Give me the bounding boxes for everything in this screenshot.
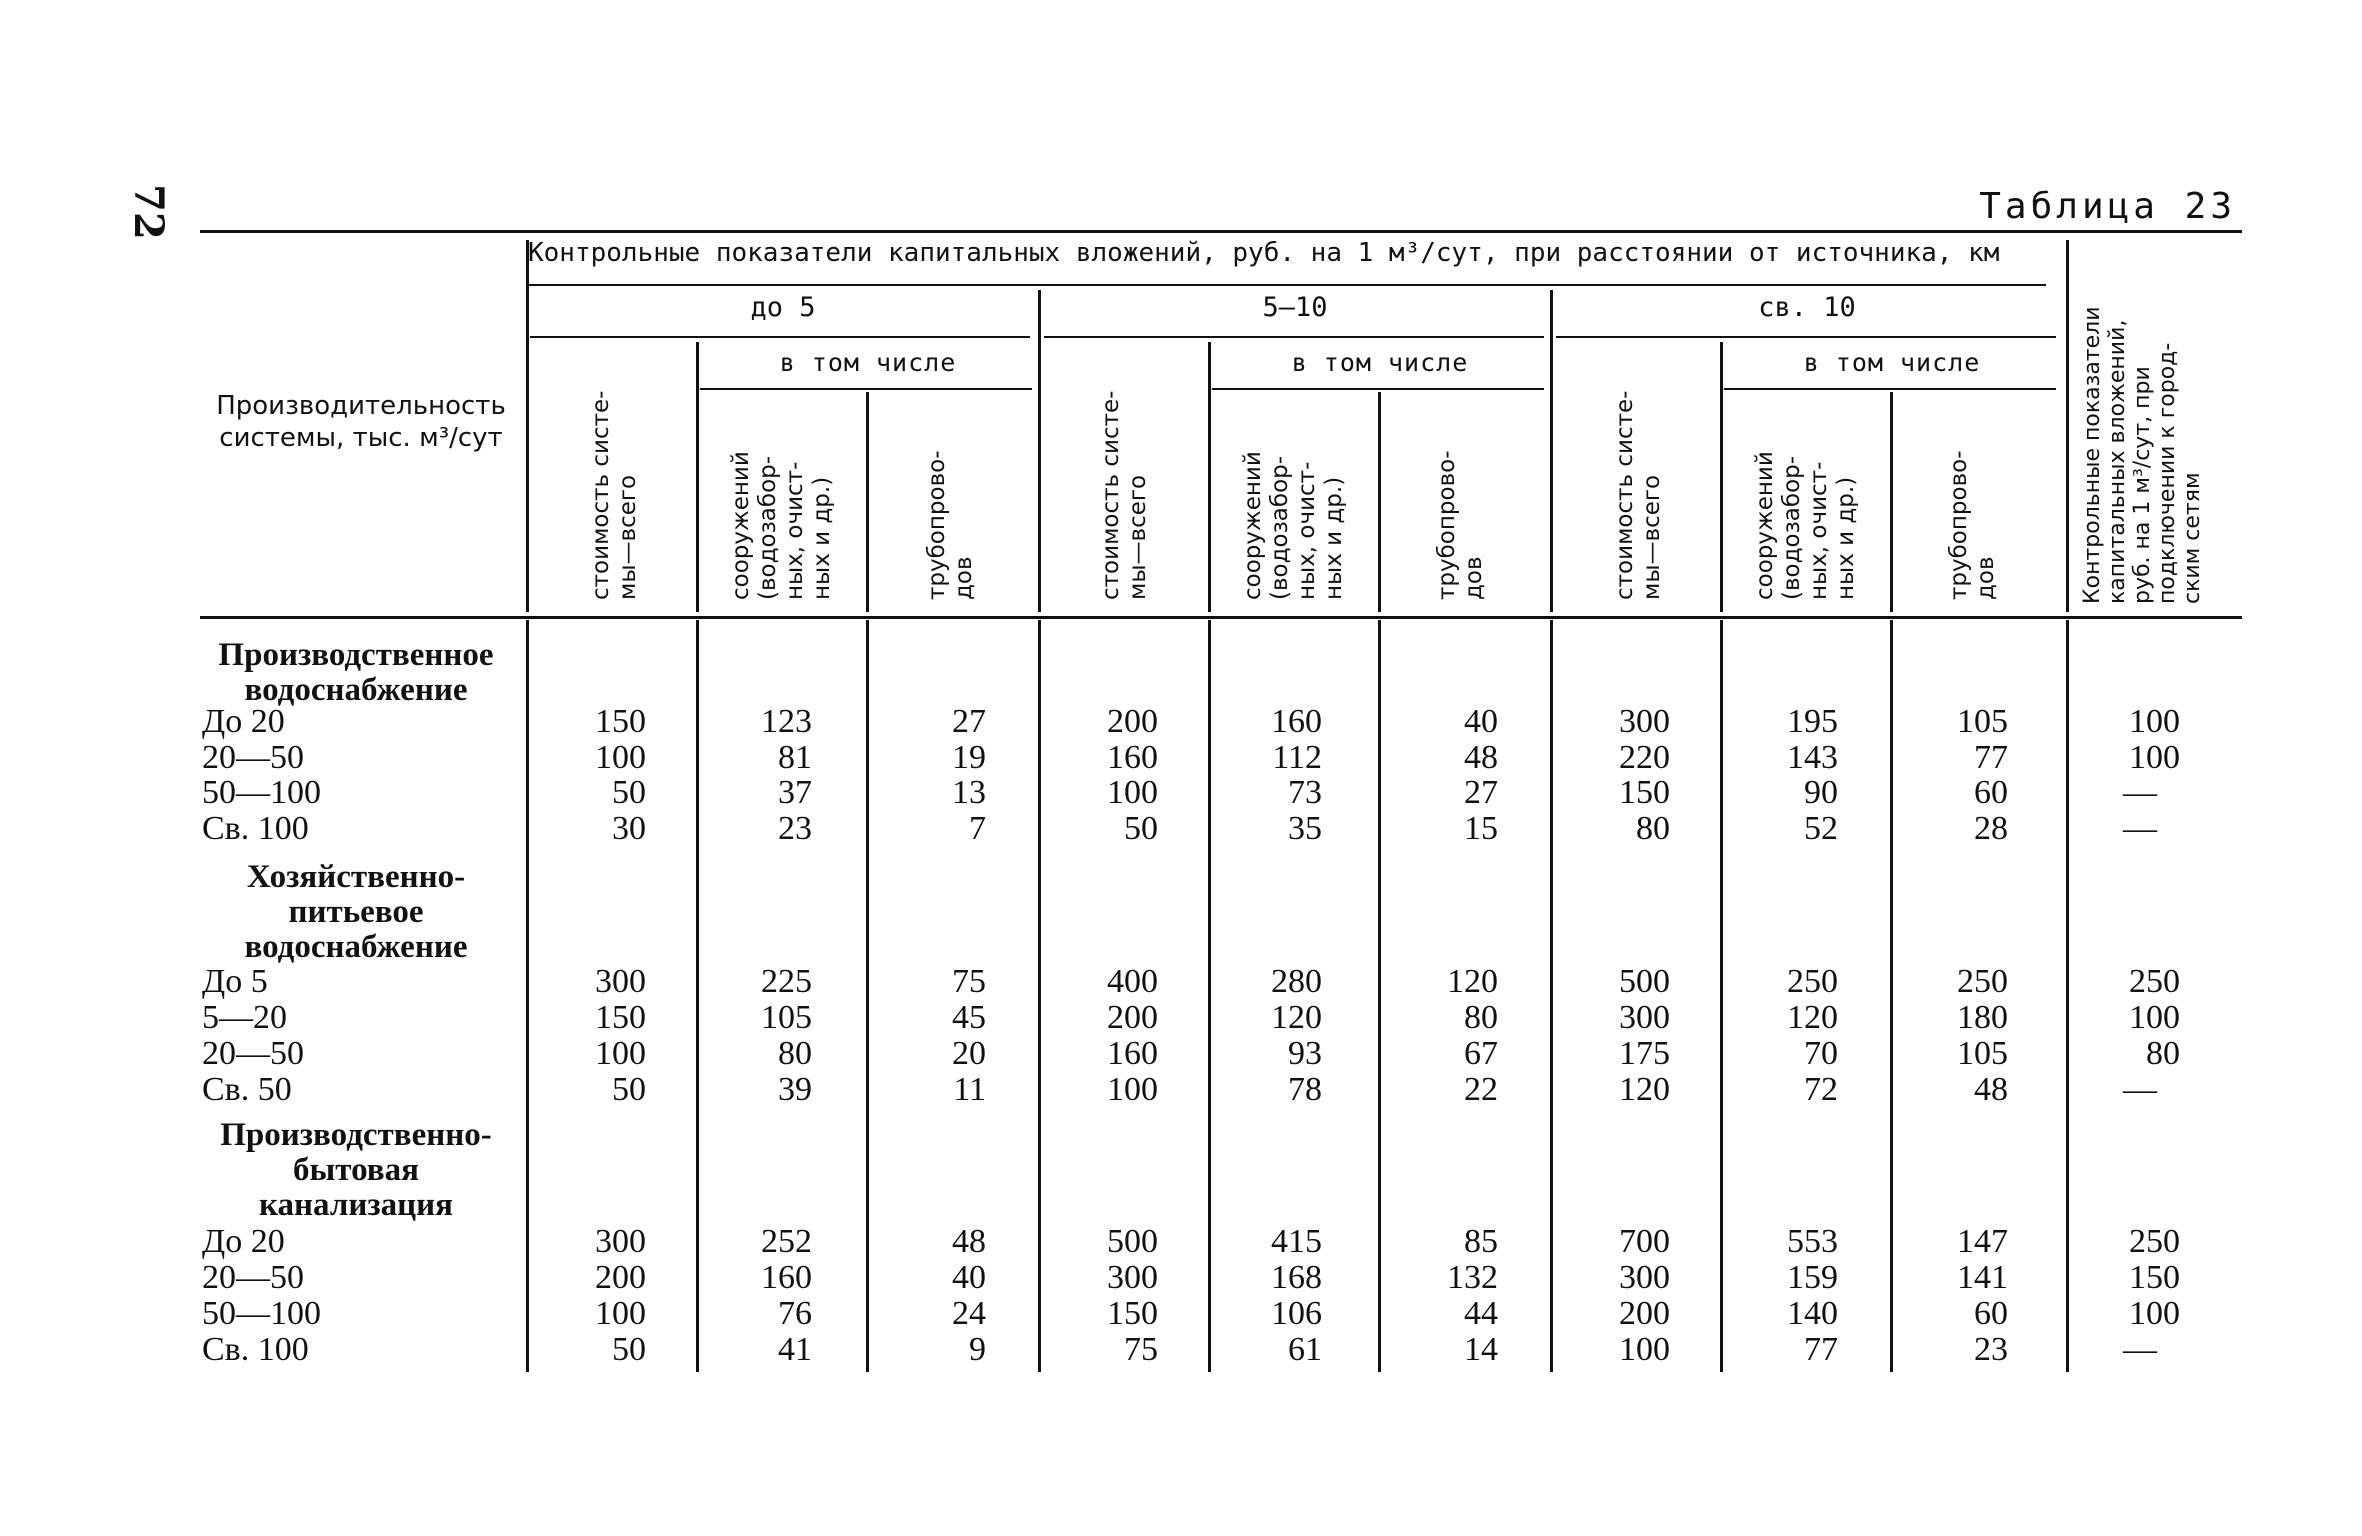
table-cell: 78	[1288, 1071, 1322, 1108]
table-cell: 28	[1974, 810, 2008, 847]
table-cell: 27	[952, 703, 986, 740]
table-cell: 80	[2146, 1035, 2180, 1072]
row-header-title: Производительность системы, тыс. м³/сут	[216, 391, 506, 453]
table-cell: 150	[595, 999, 646, 1036]
group-rule-0	[530, 336, 1030, 338]
row-label: Св. 50	[202, 1071, 292, 1108]
table-cell: 9	[969, 1331, 986, 1368]
col-header-structures-0: сооружений (водозабор- ных, очист- ных и др.)	[728, 451, 835, 600]
table-cell: 23	[778, 810, 812, 847]
row-label: Св. 100	[202, 1331, 309, 1368]
table-cell: 147	[1957, 1223, 2008, 1260]
row-label: 20—50	[202, 1035, 304, 1072]
col-header-total-1: стоимость систе- мы—всего	[1098, 390, 1151, 600]
table-cell: 76	[778, 1295, 812, 1332]
table-cell: 50	[612, 1071, 646, 1108]
table-cell: 250	[2129, 1223, 2180, 1260]
table-cell: 150	[1619, 774, 1670, 811]
table-cell: 72	[1804, 1071, 1838, 1108]
table-cell: 100	[2129, 1295, 2180, 1332]
table-cell: 41	[778, 1331, 812, 1368]
table-cell: 60	[1974, 774, 2008, 811]
table-caption: Таблица 23	[1979, 186, 2236, 227]
including-rule-0	[700, 388, 1032, 390]
col-header-pipelines-1: трубопрово- дов	[1434, 450, 1487, 600]
table-cell: —	[2123, 1071, 2157, 1108]
table-cell: 160	[1107, 739, 1158, 776]
including-label-2: в том числе	[1803, 348, 1981, 377]
table-cell: 50	[612, 774, 646, 811]
group-divider-2	[1550, 290, 1553, 612]
table-cell: 40	[1464, 703, 1498, 740]
row-label: 20—50	[202, 1259, 304, 1296]
table-cell: 500	[1619, 963, 1670, 1000]
table-cell: 120	[1787, 999, 1838, 1036]
group-label-0: до 5	[750, 292, 816, 323]
section-title-1: Хозяйственно- питьевое водоснабжение	[244, 859, 468, 965]
table-cell: 77	[1804, 1331, 1838, 1368]
table-cell: 250	[1787, 963, 1838, 1000]
table-cell: 280	[1271, 963, 1322, 1000]
top-rule	[200, 230, 2242, 233]
table-cell: —	[2123, 774, 2157, 811]
table-cell: 48	[1974, 1071, 2008, 1108]
table-cell: 700	[1619, 1223, 1670, 1260]
inner-divider-2a	[1720, 342, 1723, 612]
table-cell: —	[2123, 1331, 2157, 1368]
including-label-1: в том числе	[1291, 348, 1469, 377]
table-cell: 61	[1288, 1331, 1322, 1368]
row-label: До 20	[202, 1223, 285, 1260]
table-cell: 160	[761, 1259, 812, 1296]
table-cell: 40	[952, 1259, 986, 1296]
table-cell: 160	[1107, 1035, 1158, 1072]
table-cell: 100	[595, 1295, 646, 1332]
table-cell: 30	[612, 810, 646, 847]
row-label: До 20	[202, 703, 285, 740]
table-cell: 300	[1619, 999, 1670, 1036]
group-rule-2	[1556, 336, 2056, 338]
table-cell: 175	[1619, 1035, 1670, 1072]
table-cell: 200	[1107, 999, 1158, 1036]
inner-divider-1b	[1378, 392, 1381, 612]
table-cell: 80	[1636, 810, 1670, 847]
table-cell: 250	[1957, 963, 2008, 1000]
col-header-pipelines-2: трубопрово- дов	[1946, 450, 1999, 600]
table-cell: 160	[1271, 703, 1322, 740]
table-cell: 300	[1619, 703, 1670, 740]
table-cell: 20	[952, 1035, 986, 1072]
table-cell: 120	[1619, 1071, 1670, 1108]
inner-divider-0a	[696, 342, 699, 612]
inner-divider-2b	[1890, 392, 1893, 612]
table-cell: —	[2123, 810, 2157, 847]
header-divider-city	[2066, 240, 2069, 612]
col-header-total-0: стоимость систе- мы—всего	[588, 390, 641, 600]
table-cell: 73	[1288, 774, 1322, 811]
table-cell: 7	[969, 810, 986, 847]
table-cell: 37	[778, 774, 812, 811]
table-cell: 220	[1619, 739, 1670, 776]
table-cell: 70	[1804, 1035, 1838, 1072]
table-cell: 19	[952, 739, 986, 776]
table-cell: 123	[761, 703, 812, 740]
table-cell: 81	[778, 739, 812, 776]
row-label: 20—50	[202, 739, 304, 776]
header-bottom-rule	[200, 616, 2242, 619]
table-cell: 150	[1107, 1295, 1158, 1332]
table-cell: 85	[1464, 1223, 1498, 1260]
table-cell: 100	[1107, 1071, 1158, 1108]
table-cell: 75	[952, 963, 986, 1000]
table-cell: 39	[778, 1071, 812, 1108]
table-cell: 300	[1619, 1259, 1670, 1296]
table-cell: 100	[1619, 1331, 1670, 1368]
table-cell: 100	[595, 739, 646, 776]
row-label: До 5	[202, 963, 268, 1000]
group-divider-1	[1038, 290, 1041, 612]
table-cell: 35	[1288, 810, 1322, 847]
table-cell: 50	[1124, 810, 1158, 847]
table-cell: 44	[1464, 1295, 1498, 1332]
table-cell: 100	[2129, 999, 2180, 1036]
table-cell: 80	[778, 1035, 812, 1072]
table-cell: 195	[1787, 703, 1838, 740]
section-title-0: Производственное водоснабжение	[218, 637, 494, 708]
table-cell: 22	[1464, 1071, 1498, 1108]
table-cell: 300	[1107, 1259, 1158, 1296]
table-cell: 60	[1974, 1295, 2008, 1332]
col-header-pipelines-0: трубопрово- дов	[924, 450, 977, 600]
table-cell: 143	[1787, 739, 1838, 776]
table-cell: 11	[953, 1071, 986, 1108]
including-rule-1	[1212, 388, 1544, 390]
col-header-city: Контрольные показатели капитальных вложений, руб. на 1 м³/сут, при подключении к город- ским сетям	[2080, 306, 2205, 604]
header-top-text: Контрольные показатели капитальных вложений, руб. на 1 м³/сут, при расстоянии от источника, км	[528, 238, 2000, 268]
table-cell: 112	[1272, 739, 1322, 776]
including-label-0: в том числе	[779, 348, 957, 377]
row-label: Св. 100	[202, 810, 309, 847]
table-cell: 100	[2129, 739, 2180, 776]
table-cell: 132	[1447, 1259, 1498, 1296]
inner-divider-1a	[1208, 342, 1211, 612]
table-cell: 100	[595, 1035, 646, 1072]
table-cell: 180	[1957, 999, 2008, 1036]
table-cell: 100	[1107, 774, 1158, 811]
table-cell: 24	[952, 1295, 986, 1332]
table-cell: 45	[952, 999, 986, 1036]
table-cell: 150	[2129, 1259, 2180, 1296]
group-rule-1	[1044, 336, 1544, 338]
table-cell: 48	[1464, 739, 1498, 776]
table-cell: 120	[1271, 999, 1322, 1036]
table-cell: 80	[1464, 999, 1498, 1036]
table-cell: 14	[1464, 1331, 1498, 1368]
table-cell: 141	[1957, 1259, 2008, 1296]
table-cell: 300	[595, 963, 646, 1000]
table-cell: 105	[1957, 703, 2008, 740]
table-cell: 23	[1974, 1331, 2008, 1368]
row-label: 50—100	[202, 774, 321, 811]
row-label: 5—20	[202, 999, 287, 1036]
table-cell: 225	[761, 963, 812, 1000]
table-cell: 75	[1124, 1331, 1158, 1368]
table-cell: 105	[761, 999, 812, 1036]
table-cell: 252	[761, 1223, 812, 1260]
table-cell: 200	[1107, 703, 1158, 740]
group-label-2: св. 10	[1758, 292, 1856, 323]
table-cell: 67	[1464, 1035, 1498, 1072]
table-cell: 500	[1107, 1223, 1158, 1260]
table-cell: 93	[1288, 1035, 1322, 1072]
table-cell: 250	[2129, 963, 2180, 1000]
table-cell: 140	[1787, 1295, 1838, 1332]
table-cell: 150	[595, 703, 646, 740]
page-number: 72	[125, 184, 172, 240]
table-cell: 159	[1787, 1259, 1838, 1296]
table-cell: 52	[1804, 810, 1838, 847]
table-cell: 120	[1447, 963, 1498, 1000]
table-cell: 15	[1464, 810, 1498, 847]
inner-divider-0b	[866, 392, 869, 612]
table-cell: 400	[1107, 963, 1158, 1000]
table-cell: 200	[595, 1259, 646, 1296]
table-cell: 27	[1464, 774, 1498, 811]
table-cell: 553	[1787, 1223, 1838, 1260]
col-header-structures-1: сооружений (водозабор- ных, очист- ных и др.)	[1240, 451, 1347, 600]
col-header-total-2: стоимость систе- мы—всего	[1612, 390, 1665, 600]
table-cell: 48	[952, 1223, 986, 1260]
table-cell: 90	[1804, 774, 1838, 811]
row-label: 50—100	[202, 1295, 321, 1332]
table-cell: 105	[1957, 1035, 2008, 1072]
table-cell: 50	[612, 1331, 646, 1368]
table-cell: 300	[595, 1223, 646, 1260]
col-header-structures-2: сооружений (водозабор- ных, очист- ных и др.)	[1752, 451, 1859, 600]
table-cell: 13	[952, 774, 986, 811]
header-top-rule	[528, 284, 2046, 286]
section-title-2: Производственно- бытовая канализация	[220, 1117, 492, 1223]
table-cell: 200	[1619, 1295, 1670, 1332]
table-cell: 106	[1271, 1295, 1322, 1332]
table-cell: 77	[1974, 739, 2008, 776]
table-cell: 415	[1271, 1223, 1322, 1260]
table-cell: 100	[2129, 703, 2180, 740]
table-cell: 168	[1271, 1259, 1322, 1296]
including-rule-2	[1724, 388, 2056, 390]
group-label-1: 5—10	[1262, 292, 1328, 323]
